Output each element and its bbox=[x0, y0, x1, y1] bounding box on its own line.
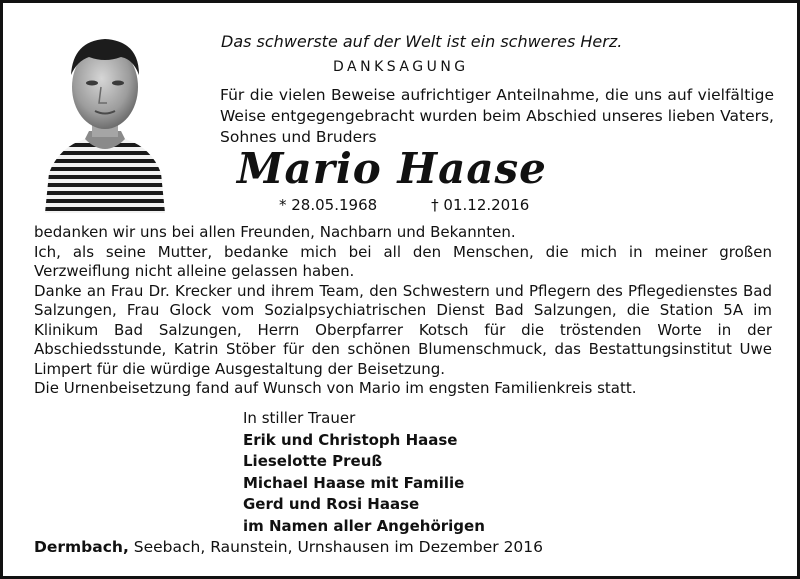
death-date: † 01.12.2016 bbox=[431, 196, 530, 214]
mourner-name: Gerd und Rosi Haase bbox=[243, 495, 420, 513]
portrait-photo bbox=[45, 23, 165, 213]
life-dates bbox=[279, 196, 529, 214]
signoff bbox=[243, 408, 485, 537]
thanks-body bbox=[34, 223, 772, 399]
body-paragraph: Danke an Frau Dr. Krecker und ihrem Team, den Schwestern und Pflegern des Pflegedienstes Bad Salzungen, Frau Glock vom Sozialpsychiatrischen Dienst Bad Salzungen, die Station 5A im Klinikum Bad Salzungen, Herrn Oberpfarrer Kotsch für die tröstenden Worte in der Abschiedsstunde, Katrin Stöber für den schönen Blumenschmuck, das Bestattungsinstitut Uwe Limpert für die würdige Ausgestaltung der Beisetzung. bbox=[34, 281, 772, 378]
signoff-intro: In stiller Trauer bbox=[243, 409, 356, 427]
intro-text: Für die vielen Beweise aufrichtiger Anteilnahme, die uns auf vielfältige Weise entgegengebracht wurden beim Abschied unseres lieben Vaters, Sohnes und Bruders bbox=[220, 86, 774, 146]
motto: Das schwerste auf der Welt ist ein schweres Herz. bbox=[221, 32, 623, 51]
mourner-name: Erik und Christoph Haase bbox=[243, 430, 458, 449]
birth-date: * 28.05.1968 bbox=[279, 196, 378, 214]
body-paragraph: Ich, als seine Mutter, bedanke mich bei all den Menschen, die mich in meiner großen Verzweiflung nicht alleine gelassen haben. bbox=[34, 242, 772, 280]
mourner-name: Lieselotte Preuß bbox=[243, 452, 383, 470]
place-name: Dermbach, bbox=[34, 538, 129, 556]
place-date-line bbox=[34, 538, 543, 556]
body-paragraph: bedanken wir uns bei allen Freunden, Nachbarn und Bekannten. bbox=[34, 223, 516, 241]
mourner-name: im Namen aller Angehörigen bbox=[243, 516, 485, 535]
deceased-name: Mario Haase bbox=[237, 144, 547, 193]
heading: DANKSAGUNG bbox=[333, 59, 469, 75]
body-paragraph: Die Urnenbeisetzung fand auf Wunsch von Mario im engsten Familienkreis statt. bbox=[34, 379, 637, 397]
mourner-name: Michael Haase mit Familie bbox=[243, 473, 465, 492]
place-rest: Seebach, Raunstein, Urnshausen im Dezember 2016 bbox=[128, 538, 544, 556]
